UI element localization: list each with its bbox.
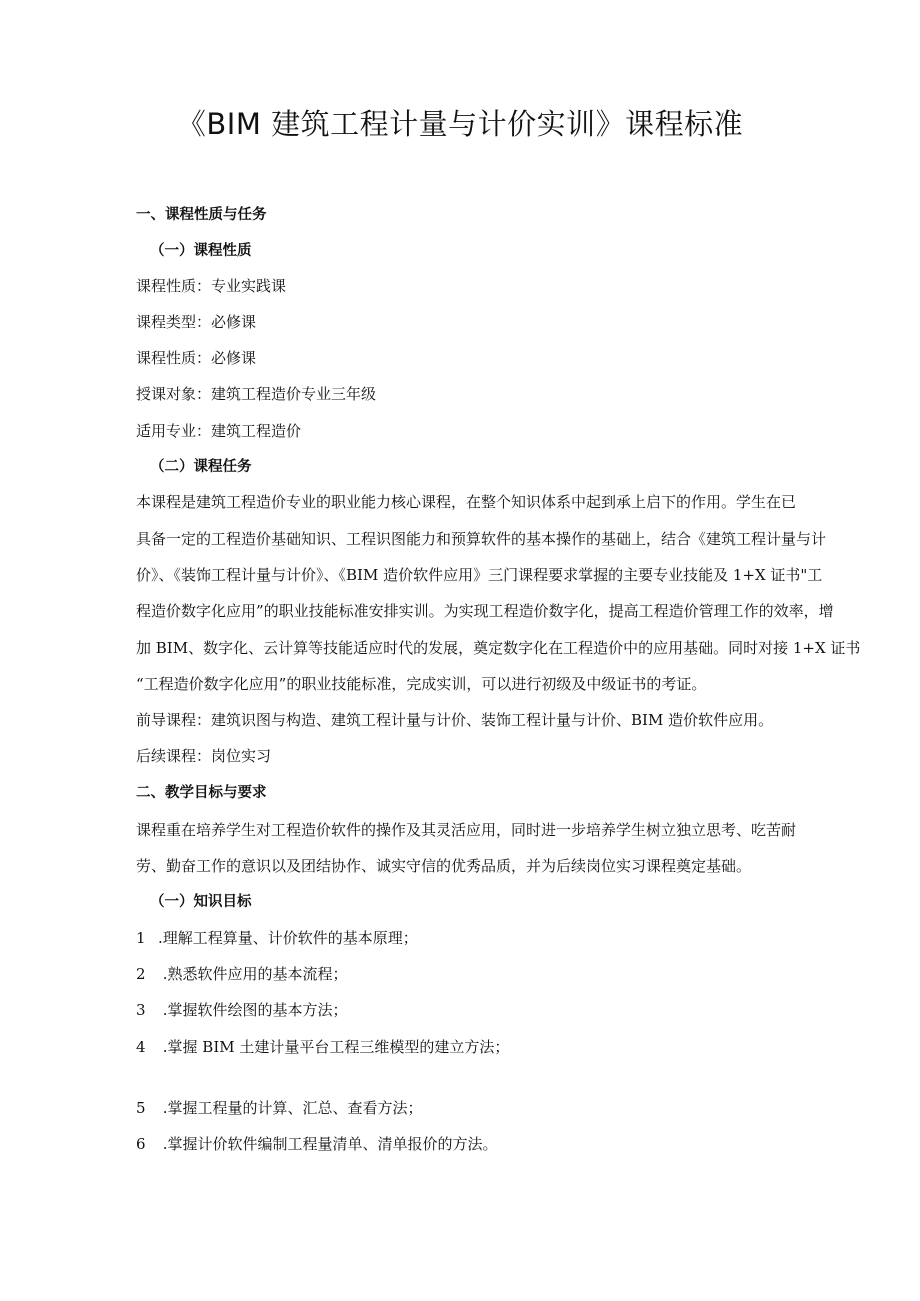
list-item-number: 4 <box>136 1038 146 1056</box>
list-item <box>136 963 348 985</box>
paragraph-task-line-3: 价》、《装饰工程计量与计价》、《BIM 造价软件应用》三门课程要求掌握的主要专业技能及 1+X 证书"工 <box>136 566 823 584</box>
info-line-course-nature: 课程性质：专业实践课 <box>136 277 287 295</box>
paragraph-goals-line-1: 课程重在培养学生对工程造价软件的操作及其灵活应用，同时进一步培养学生树立独立思考、吃苦耐 <box>136 821 797 839</box>
section-heading-2: 二、教学目标与要求 <box>136 785 267 801</box>
followup-courses: 后续课程：岗位实习 <box>136 747 272 765</box>
list-item-text: .理解工程算量、计价软件的基本原理； <box>158 929 418 947</box>
list-item <box>136 1133 498 1155</box>
subsection-heading-knowledge-goals: （一）知识目标 <box>150 894 252 910</box>
info-line-major: 适用专业：建筑工程造价 <box>136 422 302 440</box>
paragraph-task-line-6: “工程造价数字化应用”的职业技能标准，完成实训，可以进行初级及中级证书的考证。 <box>136 675 707 693</box>
list-item-text: .掌握计价软件编制工程量清单、清单报价的方法。 <box>158 1135 498 1153</box>
info-line-course-nature-2: 课程性质：必修课 <box>136 349 257 367</box>
prerequisite-courses: 前导课程：建筑识图与构造、建筑工程计量与计价、装饰工程计量与计价、BIM 造价软件应用。 <box>136 711 774 729</box>
list-item <box>136 927 418 949</box>
list-item <box>136 1036 509 1058</box>
list-item-text: .掌握工程量的计算、汇总、查看方法； <box>158 1099 423 1117</box>
paragraph-goals-line-2: 劳、勤奋工作的意识以及团结协作、诚实守信的优秀品质，并为后续岗位实习课程奠定基础。 <box>136 857 752 875</box>
list-item <box>136 1097 423 1119</box>
subsection-heading-course-nature: （一）课程性质 <box>150 243 252 259</box>
paragraph-task-line-2: 具备一定的工程造价基础知识、工程识图能力和预算软件的基本操作的基础上，结合《建筑工程计量与计 <box>136 530 827 548</box>
list-item-number: 6 <box>136 1135 146 1153</box>
list-item-text: .熟悉软件应用的基本流程； <box>158 965 348 983</box>
paragraph-task-line-1: 本课程是建筑工程造价专业的职业能力核心课程，在整个知识体系中起到承上启下的作用。学生在已 <box>136 493 797 511</box>
list-item-number: 3 <box>136 1001 146 1019</box>
list-item-number: 5 <box>136 1099 146 1117</box>
subsection-heading-course-task: （二）课程任务 <box>150 459 252 475</box>
document-title: 《BIM 建筑工程计量与计价实训》课程标准 <box>176 107 744 141</box>
info-line-course-type: 课程类型：必修课 <box>136 313 257 331</box>
section-heading-1: 一、课程性质与任务 <box>136 207 267 223</box>
info-line-audience: 授课对象：建筑工程造价专业三年级 <box>136 385 377 403</box>
paragraph-task-line-4: 程造价数字化应用”的职业技能标准安排实训。为实现工程造价数字化，提高工程造价管理工作的效率，增 <box>136 602 834 620</box>
list-item <box>136 999 348 1021</box>
list-item-text: .掌握 BIM 土建计量平台工程三维模型的建立方法； <box>158 1038 510 1056</box>
list-item-number: 2 <box>136 965 146 983</box>
list-item-number: 1 <box>136 929 146 947</box>
paragraph-task-line-5: 加 BIM、数字化、云计算等技能适应时代的发展，奠定数字化在工程造价中的应用基础。同时对接 1+X 证书 <box>136 639 861 657</box>
list-item-text: .掌握软件绘图的基本方法； <box>158 1001 348 1019</box>
